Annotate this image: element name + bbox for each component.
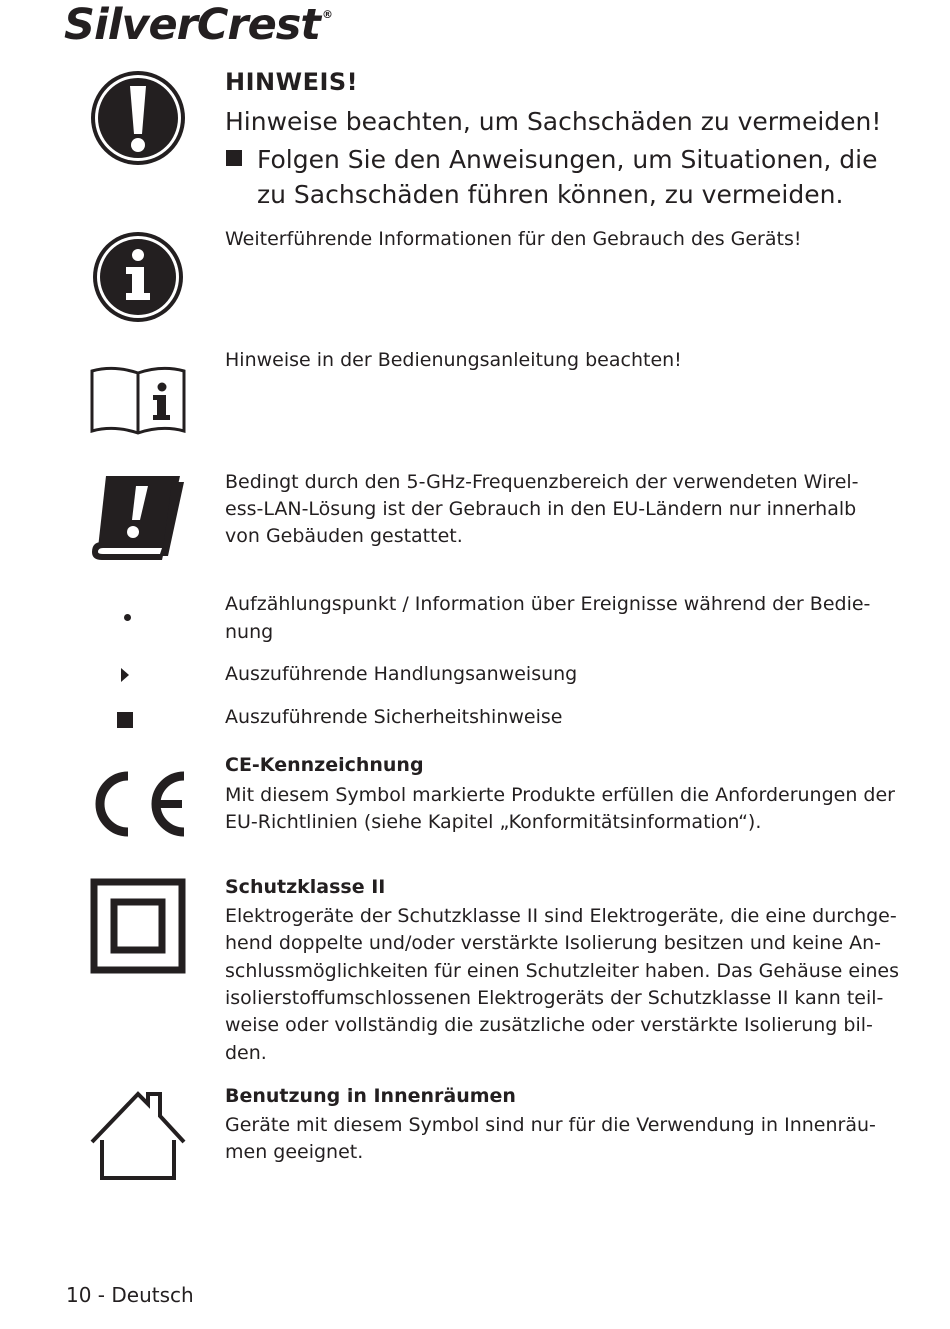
ce-text-line: EU-Richtlinien (siehe Kapitel „Konformitätsinformation“). — [225, 811, 762, 833]
class2-title: Schutzklasse II — [225, 876, 386, 898]
registered-mark: ® — [321, 8, 332, 21]
indoor-title: Benutzung in Innenräumen — [225, 1085, 516, 1107]
wlan-text-line: Bedingt durch den 5-GHz-Frequenzbereich der verwendeten Wirel- — [225, 471, 859, 493]
info-text: Weiterführende Informationen für den Gebrauch des Geräts! — [225, 228, 802, 250]
square-bullet-icon — [226, 150, 242, 166]
info-circle-icon — [92, 231, 184, 323]
class2-text-line: weise oder vollständig die zusätzliche oder verstärkte Isolierung bil- — [225, 1014, 873, 1036]
exclamation-circle-icon — [90, 70, 186, 166]
ce-mark-icon — [88, 768, 188, 840]
wlan-text-line: ess-LAN-Lösung ist der Gebrauch in den EU-Ländern nur innerhalb — [225, 498, 857, 520]
safety-text: Auszuführende Sicherheitshinweise — [225, 706, 563, 728]
class2-text-line: schlussmöglichkeiten für einen Schutzleiter haben. Das Gehäuse eines — [225, 960, 900, 982]
indoor-text-line: men geeignet. — [225, 1141, 364, 1163]
silvercrest-logo — [64, 0, 330, 50]
class2-text-line: Elektrogeräte der Schutzklasse II sind Elektrogeräte, die eine durchge- — [225, 905, 897, 927]
protection-class-ii-icon — [90, 878, 186, 974]
book-warning-icon — [88, 472, 188, 564]
indoor-house-icon — [90, 1090, 186, 1180]
notice-bullet-line: zu Sachschäden führen können, zu vermeiden. — [257, 180, 844, 209]
bullet-point-line: nung — [225, 621, 274, 643]
ce-text-line: Mit diesem Symbol markierte Produkte erfüllen die Anforderungen der — [225, 784, 895, 806]
notice-heading: HINWEIS! — [225, 68, 359, 96]
logo-text: SilverCrest — [64, 0, 320, 50]
bullet-point-line: Aufzählungspunkt / Information über Ereignisse während der Bedie- — [225, 593, 871, 615]
notice-line: Hinweise beachten, um Sachschäden zu vermeiden! — [225, 107, 882, 136]
class2-text-line: den. — [225, 1042, 267, 1064]
square-bullet-icon — [117, 712, 133, 728]
ce-title: CE-Kennzeichnung — [225, 754, 424, 776]
indoor-text-line: Geräte mit diesem Symbol sind nur für die Verwendung in Innenräu- — [225, 1114, 876, 1136]
wlan-text-line: von Gebäuden gestattet. — [225, 525, 463, 547]
manual-text: Hinweise in der Bedienungsanleitung beachten! — [225, 349, 682, 371]
page-footer: 10 - Deutsch — [66, 1283, 194, 1307]
class2-text-line: hend doppelte und/oder verstärkte Isolierung besitzen und keine An- — [225, 932, 881, 954]
action-text: Auszuführende Handlungsanweisung — [225, 663, 578, 685]
class2-text-line: isolierstoffumschlossenen Elektrogeräts der Schutzklasse II kann teil- — [225, 987, 884, 1009]
dot-bullet-icon — [124, 614, 131, 621]
manual-info-icon — [90, 363, 186, 435]
triangle-bullet-icon — [120, 667, 130, 683]
notice-bullet-line: Folgen Sie den Anweisungen, um Situationen, die — [257, 145, 878, 174]
